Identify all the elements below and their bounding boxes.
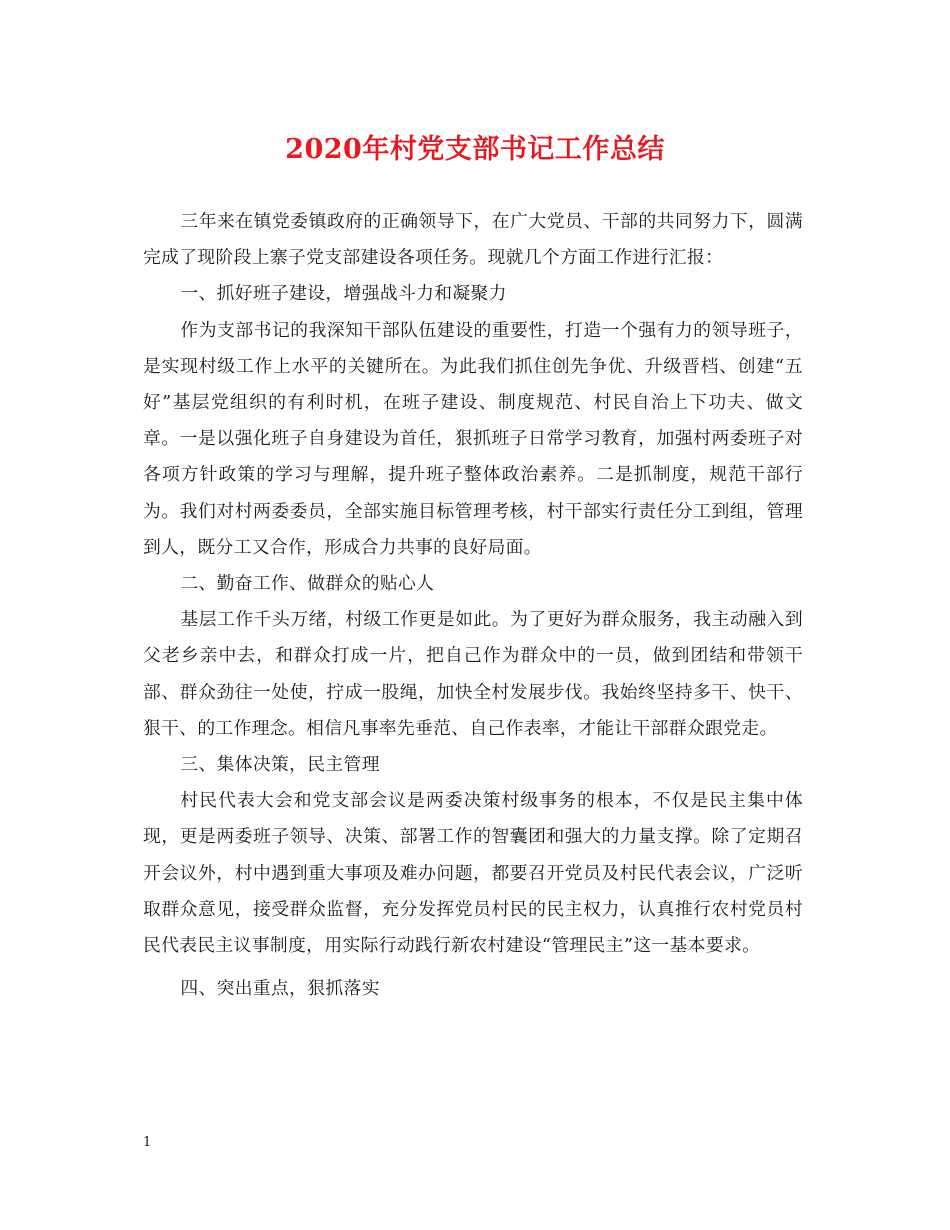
section-paragraph-1: 作为支部书记的我深知干部队伍建设的重要性，打造一个强有力的领导班子，是实现村级工作上水平的关键所在。为此我们抓住创先争优、升级晋档、创建“五好”基层党组织的有利时机，在班子建设、制度规范、村民自治上下功夫、做文章。一是以强化班子自身建设为首任，狠抓班子日常学习教育，加强村两委班子对各项方针政策的学习与理解，提升班子整体政治素养。二是抓制度，规范干部行为。我们对村两委委员，全部实施目标管理考核，村干部实行责任分工到组，管理到人，既分工又合作，形成合力共事的良好局面。 [143, 319, 803, 558]
document-title: 2020年村党支部书记工作总结 [285, 134, 665, 165]
section-heading-2: 二、勤奋工作、做群众的贴心人 [180, 573, 435, 595]
section-paragraph-2: 基层工作千头万绪，村级工作更是如此。为了更好为群众服务，我主动融入到父老乡亲中去，和群众打成一片，把自己作为群众中的一员，做到团结和带领干部、群众劲往一处使，拧成一股绳，加快全村发展步伐。我始终坚持多干、快干、狠干、的工作理念。相信凡事率先垂范、自己作表率，才能让干部群众跟党走。 [143, 609, 803, 739]
section-paragraph-3: 村民代表大会和党支部会议是两委决策村级事务的根本，不仅是民主集中体现，更是两委班子领导、决策、部署工作的智囊团和强大的力量支撑。除了定期召开会议外，村中遇到重大事项及难办问题，都要召开党员及村民代表会议，广泛听取群众意见，接受群众监督，充分发挥党员村民的民主权力，认真推行农村党员村民代表民主议事制度，用实际行动践行新农村建设“管理民主”这一基本要求。 [143, 790, 803, 957]
intro-paragraph: 三年来在镇党委镇政府的正确领导下，在广大党员、干部的共同努力下，圆满完成了现阶段上寨子党支部建设各项任务。现就几个方面工作进行汇报： [143, 211, 803, 269]
section-heading-1: 一、抓好班子建设，增强战斗力和凝聚力 [180, 283, 507, 305]
document-body [143, 204, 803, 1007]
section-heading-4: 四、突出重点，狠抓落实 [180, 978, 380, 1000]
page-number: 1 [143, 1135, 152, 1150]
section-heading-3: 三、集体决策，民主管理 [180, 754, 380, 776]
